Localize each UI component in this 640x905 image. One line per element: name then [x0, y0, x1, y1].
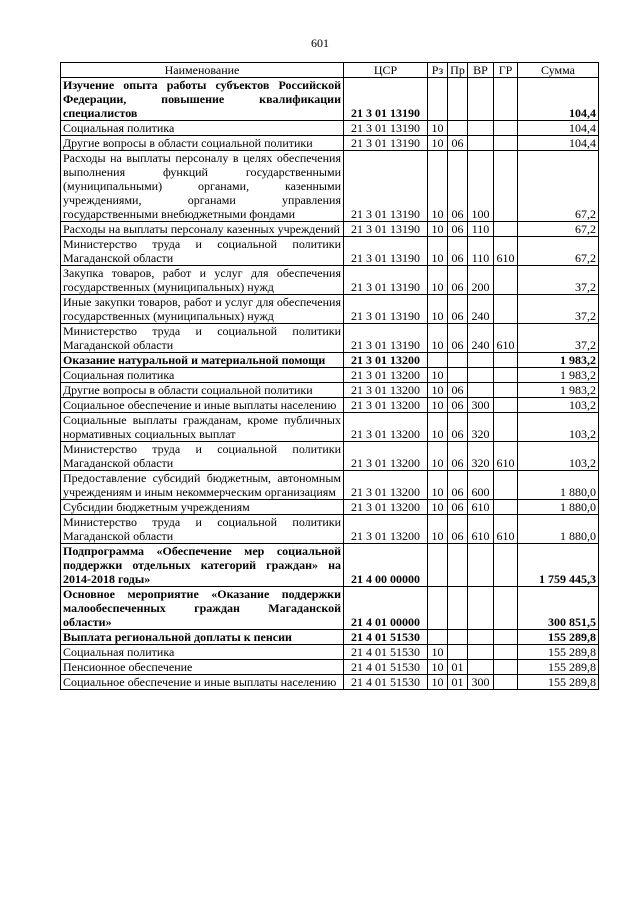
cell-csr: 21 3 01 13190 [344, 222, 428, 237]
header-pr: Пр [448, 63, 468, 78]
cell-csr: 21 3 01 13200 [344, 398, 428, 413]
table-row [61, 587, 599, 630]
cell-rz [428, 78, 448, 121]
table-row [61, 266, 599, 295]
cell-name: Министерство труда и социальной политики Магаданской области [61, 324, 344, 353]
table-row [61, 353, 599, 368]
cell-pr [448, 630, 468, 645]
cell-gr [494, 587, 518, 630]
cell-vr [468, 136, 494, 151]
cell-name: Изучение опыта работы субъектов Российской Федерации, повышение квалификации специалистов [61, 78, 344, 121]
cell-csr: 21 4 01 51530 [344, 660, 428, 675]
header-name: Наименование [61, 63, 344, 78]
cell-pr: 06 [448, 136, 468, 151]
cell-name: Социальное обеспечение и иные выплаты населению [61, 675, 344, 690]
cell-pr: 06 [448, 471, 468, 500]
cell-name: Расходы на выплаты персоналу в целях обеспечения выполнения функций государственными (муниципальными) органами, казенными учреждениями, органами управления государственными внебюджетными фондами [61, 151, 344, 222]
cell-rz: 10 [428, 383, 448, 398]
cell-name: Закупка товаров, работ и услуг для обеспечения государственных (муниципальных) нужд [61, 266, 344, 295]
cell-rz [428, 353, 448, 368]
cell-rz: 10 [428, 295, 448, 324]
cell-csr: 21 3 01 13200 [344, 413, 428, 442]
cell-sum: 104,4 [518, 121, 599, 136]
cell-name: Другие вопросы в области социальной политики [61, 383, 344, 398]
cell-pr: 06 [448, 266, 468, 295]
cell-name: Основное мероприятие «Оказание поддержки малообеспеченных граждан Магаданской области» [61, 587, 344, 630]
cell-sum: 155 289,8 [518, 630, 599, 645]
cell-vr: 240 [468, 324, 494, 353]
table-row [61, 500, 599, 515]
cell-gr [494, 353, 518, 368]
cell-sum: 103,2 [518, 413, 599, 442]
cell-pr [448, 78, 468, 121]
cell-gr [494, 500, 518, 515]
cell-sum: 155 289,8 [518, 645, 599, 660]
cell-sum: 1 983,2 [518, 383, 599, 398]
cell-name: Социальная политика [61, 645, 344, 660]
cell-csr: 21 3 01 13190 [344, 151, 428, 222]
cell-rz: 10 [428, 442, 448, 471]
cell-vr: 300 [468, 398, 494, 413]
cell-name: Социальная политика [61, 368, 344, 383]
cell-name: Министерство труда и социальной политики Магаданской области [61, 442, 344, 471]
table-row [61, 78, 599, 121]
cell-rz [428, 544, 448, 587]
cell-rz: 10 [428, 222, 448, 237]
cell-sum: 1 880,0 [518, 500, 599, 515]
cell-vr: 110 [468, 222, 494, 237]
cell-rz: 10 [428, 136, 448, 151]
header-gr: ГР [494, 63, 518, 78]
cell-vr [468, 121, 494, 136]
table-row [61, 121, 599, 136]
table-row [61, 544, 599, 587]
cell-sum: 1 880,0 [518, 515, 599, 544]
cell-rz: 10 [428, 413, 448, 442]
cell-rz [428, 630, 448, 645]
cell-csr: 21 3 01 13200 [344, 353, 428, 368]
cell-pr: 06 [448, 383, 468, 398]
cell-csr: 21 3 01 13190 [344, 237, 428, 266]
table-row [61, 383, 599, 398]
table-row [61, 645, 599, 660]
cell-sum: 67,2 [518, 237, 599, 266]
cell-name: Социальное обеспечение и иные выплаты населению [61, 398, 344, 413]
cell-sum: 103,2 [518, 442, 599, 471]
cell-pr [448, 544, 468, 587]
cell-gr: 610 [494, 324, 518, 353]
cell-pr [448, 121, 468, 136]
cell-vr [468, 587, 494, 630]
cell-sum: 37,2 [518, 324, 599, 353]
cell-rz: 10 [428, 500, 448, 515]
table-row [61, 368, 599, 383]
cell-rz [428, 587, 448, 630]
budget-table [60, 62, 599, 690]
table-row [61, 324, 599, 353]
cell-name: Министерство труда и социальной политики Магаданской области [61, 237, 344, 266]
cell-sum: 155 289,8 [518, 675, 599, 690]
cell-gr [494, 151, 518, 222]
cell-pr: 06 [448, 398, 468, 413]
cell-pr: 06 [448, 324, 468, 353]
cell-gr [494, 398, 518, 413]
cell-gr [494, 121, 518, 136]
table-row [61, 136, 599, 151]
cell-sum: 37,2 [518, 266, 599, 295]
cell-gr: 610 [494, 442, 518, 471]
cell-vr [468, 78, 494, 121]
cell-rz: 10 [428, 324, 448, 353]
cell-csr: 21 3 01 13190 [344, 324, 428, 353]
cell-sum: 155 289,8 [518, 660, 599, 675]
cell-name: Социальная политика [61, 121, 344, 136]
cell-pr: 06 [448, 295, 468, 324]
cell-gr [494, 675, 518, 690]
cell-name: Другие вопросы в области социальной политики [61, 136, 344, 151]
table-row [61, 398, 599, 413]
table-row [61, 442, 599, 471]
cell-vr: 320 [468, 413, 494, 442]
cell-name: Расходы на выплаты персоналу казенных учреждений [61, 222, 344, 237]
table-body [61, 78, 599, 690]
cell-pr: 06 [448, 515, 468, 544]
cell-vr: 300 [468, 675, 494, 690]
cell-sum: 1 880,0 [518, 471, 599, 500]
cell-rz: 10 [428, 660, 448, 675]
cell-gr [494, 383, 518, 398]
cell-pr: 06 [448, 151, 468, 222]
cell-vr: 610 [468, 500, 494, 515]
header-sum: Сумма [518, 63, 599, 78]
cell-sum: 1 759 445,3 [518, 544, 599, 587]
cell-csr: 21 4 01 51530 [344, 630, 428, 645]
cell-rz: 10 [428, 398, 448, 413]
cell-csr: 21 3 01 13190 [344, 78, 428, 121]
cell-rz: 10 [428, 471, 448, 500]
cell-sum: 37,2 [518, 295, 599, 324]
cell-vr [468, 645, 494, 660]
cell-pr: 06 [448, 237, 468, 266]
cell-pr: 06 [448, 442, 468, 471]
table-row [61, 630, 599, 645]
cell-sum: 1 983,2 [518, 353, 599, 368]
cell-csr: 21 4 01 00000 [344, 587, 428, 630]
cell-gr [494, 266, 518, 295]
cell-sum: 1 983,2 [518, 368, 599, 383]
cell-vr: 110 [468, 237, 494, 266]
cell-rz: 10 [428, 675, 448, 690]
cell-sum: 67,2 [518, 222, 599, 237]
cell-csr: 21 3 01 13190 [344, 266, 428, 295]
cell-csr: 21 3 01 13190 [344, 295, 428, 324]
table-row [61, 295, 599, 324]
cell-gr [494, 630, 518, 645]
cell-gr [494, 413, 518, 442]
cell-csr: 21 4 00 00000 [344, 544, 428, 587]
cell-name: Выплата региональной доплаты к пенсии [61, 630, 344, 645]
cell-name: Иные закупки товаров, работ и услуг для обеспечения государственных (муниципальных) нужд [61, 295, 344, 324]
cell-rz: 10 [428, 645, 448, 660]
cell-rz: 10 [428, 515, 448, 544]
cell-gr [494, 368, 518, 383]
cell-pr: 01 [448, 675, 468, 690]
cell-vr: 320 [468, 442, 494, 471]
cell-gr [494, 222, 518, 237]
cell-vr [468, 544, 494, 587]
cell-gr [494, 136, 518, 151]
cell-pr: 01 [448, 660, 468, 675]
cell-csr: 21 3 01 13200 [344, 442, 428, 471]
page-number: 601 [311, 36, 329, 50]
cell-name: Подпрограмма «Обеспечение мер социальной поддержки отдельных категорий граждан» на 2014-2018 годы» [61, 544, 344, 587]
cell-pr: 06 [448, 413, 468, 442]
cell-name: Оказание натуральной и материальной помощи [61, 353, 344, 368]
cell-rz: 10 [428, 121, 448, 136]
table-row [61, 471, 599, 500]
cell-name: Социальные выплаты гражданам, кроме публичных нормативных социальных выплат [61, 413, 344, 442]
table-header-row [61, 63, 599, 78]
cell-sum: 300 851,5 [518, 587, 599, 630]
table-row [61, 222, 599, 237]
cell-pr [448, 645, 468, 660]
cell-gr [494, 544, 518, 587]
cell-vr: 240 [468, 295, 494, 324]
cell-gr [494, 471, 518, 500]
cell-rz: 10 [428, 368, 448, 383]
cell-name: Пенсионное обеспечение [61, 660, 344, 675]
header-vr: ВР [468, 63, 494, 78]
header-rz: Рз [428, 63, 448, 78]
cell-gr [494, 78, 518, 121]
cell-csr: 21 3 01 13200 [344, 515, 428, 544]
cell-name: Предоставление субсидий бюджетным, автономным учреждениям и иным некоммерческим организациям [61, 471, 344, 500]
cell-vr [468, 660, 494, 675]
cell-gr [494, 660, 518, 675]
cell-csr: 21 3 01 13190 [344, 136, 428, 151]
cell-csr: 21 3 01 13200 [344, 383, 428, 398]
cell-gr [494, 645, 518, 660]
cell-sum: 104,4 [518, 78, 599, 121]
cell-csr: 21 4 01 51530 [344, 645, 428, 660]
table-row [61, 151, 599, 222]
cell-sum: 103,2 [518, 398, 599, 413]
header-csr: ЦСР [344, 63, 428, 78]
cell-vr: 610 [468, 515, 494, 544]
cell-pr: 06 [448, 500, 468, 515]
cell-rz: 10 [428, 151, 448, 222]
table-row [61, 675, 599, 690]
table-row [61, 515, 599, 544]
cell-vr: 100 [468, 151, 494, 222]
cell-csr: 21 4 01 51530 [344, 675, 428, 690]
cell-name: Субсидии бюджетным учреждениям [61, 500, 344, 515]
cell-rz: 10 [428, 266, 448, 295]
cell-csr: 21 3 01 13190 [344, 121, 428, 136]
cell-gr [494, 295, 518, 324]
cell-csr: 21 3 01 13200 [344, 500, 428, 515]
cell-pr [448, 587, 468, 630]
cell-name: Министерство труда и социальной политики Магаданской области [61, 515, 344, 544]
table-row [61, 660, 599, 675]
cell-pr [448, 353, 468, 368]
cell-sum: 104,4 [518, 136, 599, 151]
cell-gr: 610 [494, 515, 518, 544]
cell-vr: 600 [468, 471, 494, 500]
table-row [61, 237, 599, 266]
cell-rz: 10 [428, 237, 448, 266]
cell-gr: 610 [494, 237, 518, 266]
cell-vr [468, 630, 494, 645]
cell-pr: 06 [448, 222, 468, 237]
cell-csr: 21 3 01 13200 [344, 471, 428, 500]
cell-csr: 21 3 01 13200 [344, 368, 428, 383]
cell-vr [468, 353, 494, 368]
cell-sum: 67,2 [518, 151, 599, 222]
cell-vr [468, 383, 494, 398]
cell-vr: 200 [468, 266, 494, 295]
table-row [61, 413, 599, 442]
cell-vr [468, 368, 494, 383]
cell-pr [448, 368, 468, 383]
